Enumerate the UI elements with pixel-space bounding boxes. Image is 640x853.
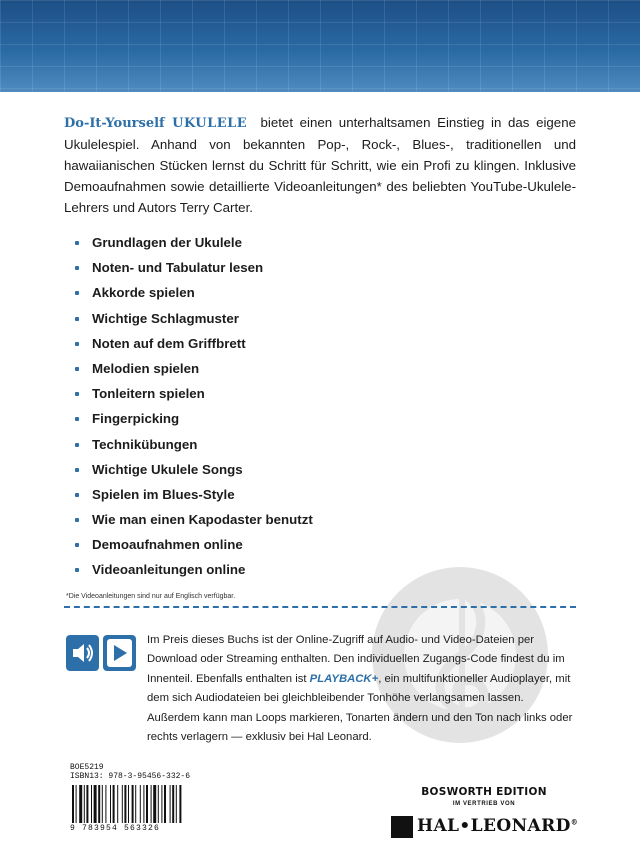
barcode-bar xyxy=(124,785,126,823)
feature-label: Wichtige Ukulele Songs xyxy=(92,461,243,477)
bullet-icon xyxy=(75,241,79,245)
audio-icon xyxy=(66,635,99,671)
header-grid-pattern xyxy=(0,0,640,92)
bullet-icon xyxy=(75,392,79,396)
barcode-bar xyxy=(153,785,156,823)
bullet-icon xyxy=(75,543,79,547)
bullet-icon xyxy=(75,367,79,371)
barcode-bar xyxy=(105,785,106,823)
hal-leonard-wordmark xyxy=(417,816,578,836)
publisher-distribution: IM VERTRIEB VON xyxy=(452,801,516,807)
barcode-bar xyxy=(164,785,166,823)
bullet-icon xyxy=(75,417,79,421)
play-icon xyxy=(103,635,136,671)
bullet-icon xyxy=(75,443,79,447)
barcode-bar xyxy=(72,785,74,823)
isbn-number: ISBN13: 978-3-95456-332-6 xyxy=(70,772,191,781)
video-icon xyxy=(103,635,136,671)
header-band xyxy=(0,0,640,92)
barcode-bar xyxy=(113,785,115,823)
order-code: BOE5219 xyxy=(70,763,104,772)
bullet-icon xyxy=(75,568,79,572)
feature-label: Noten auf dem Griffbrett xyxy=(92,335,246,351)
barcode-bar xyxy=(143,785,144,823)
feature-item xyxy=(72,461,512,486)
speaker-icon xyxy=(66,635,99,671)
bullet-icon xyxy=(75,493,79,497)
feature-item xyxy=(72,284,512,309)
barcode-bar xyxy=(135,785,136,823)
barcode-bar xyxy=(122,785,123,823)
feature-item xyxy=(72,486,512,511)
brand-instrument: UKULELE xyxy=(172,116,248,131)
feature-label: Tonleitern spielen xyxy=(92,386,205,402)
hal-leonard-logo xyxy=(389,815,579,839)
barcode-bar xyxy=(172,785,174,823)
bullet-icon xyxy=(75,291,79,295)
feature-label: Fingerpicking xyxy=(92,411,180,427)
feature-item xyxy=(72,561,512,586)
playback-text-after: , ein multifunktioneller Audioplayer, mit dem sich Audiodateien bei gleichbleibender Tonhöhe verlangsamen lassen. Außerdem kann man Loops markieren, Tonarten ändern und den Ton nach links oder rechts verlagern — exklusiv bei Hal Leonard. xyxy=(147,672,573,744)
feature-label: Spielen im Blues-Style xyxy=(92,486,235,502)
barcode-bar xyxy=(117,785,118,823)
section-divider xyxy=(64,606,576,608)
barcode-bar xyxy=(86,785,88,823)
feature-item xyxy=(72,536,512,561)
barcode-bar xyxy=(76,785,77,823)
bullet-icon xyxy=(75,317,79,321)
feature-item xyxy=(72,436,512,461)
feature-item xyxy=(72,360,512,385)
feature-item xyxy=(72,511,512,536)
feature-label: Demoaufnahmen online xyxy=(92,537,243,553)
playback-text-before: Im Preis dieses Buchs ist der Online-Zugriff auf Audio- und Video-Dateien per Download oder Streaming enthalten. Den individuellen Zugangs-Code findest du im Innenteil. Ebenfalls enthalten ist xyxy=(147,634,565,685)
feature-item xyxy=(72,335,512,360)
feature-item xyxy=(72,410,512,435)
barcode-bar xyxy=(91,785,92,823)
bullet-icon xyxy=(75,518,79,522)
bullet-icon xyxy=(75,468,79,472)
feature-label: Technikübungen xyxy=(92,436,198,452)
barcode-bar xyxy=(176,785,177,823)
barcode-icon xyxy=(70,785,220,823)
barcode-bar xyxy=(179,785,181,823)
bullet-icon xyxy=(75,266,79,270)
feature-label: Noten- und Tabulatur lesen xyxy=(92,260,264,276)
barcode-bar xyxy=(84,785,85,823)
registered-mark: ® xyxy=(570,817,579,827)
feature-label: Wichtige Schlagmuster xyxy=(92,310,239,326)
barcode-bar xyxy=(170,785,171,823)
hal-leonard-mark-icon xyxy=(391,816,413,838)
barcode-bar xyxy=(158,785,159,823)
feature-list xyxy=(72,234,512,587)
footnote: *Die Videoanleitungen sind nur auf Englisch verfügbar. xyxy=(66,593,236,600)
feature-label: Melodien spielen xyxy=(92,360,200,376)
barcode-bar xyxy=(94,785,97,823)
barcode-bar xyxy=(132,785,134,823)
playback-paragraph xyxy=(147,631,577,747)
barcode-bar xyxy=(146,785,148,823)
barcode-bar xyxy=(128,785,129,823)
barcode-bar xyxy=(151,785,152,823)
intro-paragraph xyxy=(64,112,576,218)
media-icons xyxy=(66,635,138,675)
barcode-bar xyxy=(161,785,162,823)
barcode-block xyxy=(70,763,220,833)
brand-title xyxy=(64,116,247,131)
publisher-name: BOSWORTH EDITION xyxy=(421,786,547,798)
feature-item xyxy=(72,259,512,284)
barcode-bar xyxy=(102,785,103,823)
intro-text: bietet einen unterhaltsamen Einstieg in das eigene Ukulelespiel. Anhand von bekannten Pop-, Rock-, Blues-, traditionellen und hawaiianischen Stücken lernst du Schritt für Schritt, wie ein Profi zu klingen. Inklusive Demoaufnahmen sowie detaillierte Videoanleitungen* des beliebten YouTube-Ukulele-Lehrers und Autors Terry Carter. xyxy=(64,115,576,215)
publisher-block xyxy=(389,786,579,807)
barcode-digits: 9 783954 563326 xyxy=(70,824,161,833)
feature-label: Videoanleitungen online xyxy=(92,562,246,578)
feature-item xyxy=(72,234,512,259)
barcode-bar xyxy=(140,785,141,823)
barcode-bar xyxy=(110,785,111,823)
bullet-icon xyxy=(75,342,79,346)
feature-item xyxy=(72,310,512,335)
feature-label: Wie man einen Kapodaster benutzt xyxy=(92,512,313,528)
feature-item xyxy=(72,385,512,410)
feature-label: Akkorde spielen xyxy=(92,285,195,301)
barcode-bar xyxy=(98,785,100,823)
brand-prefix: Do-It-Yourself xyxy=(64,116,165,131)
distributor-name: HAL•LEONARD xyxy=(417,816,571,836)
barcode-bar xyxy=(79,785,82,823)
feature-label: Grundlagen der Ukulele xyxy=(92,235,242,250)
playback-brand: PLAYBACK+ xyxy=(309,672,379,685)
